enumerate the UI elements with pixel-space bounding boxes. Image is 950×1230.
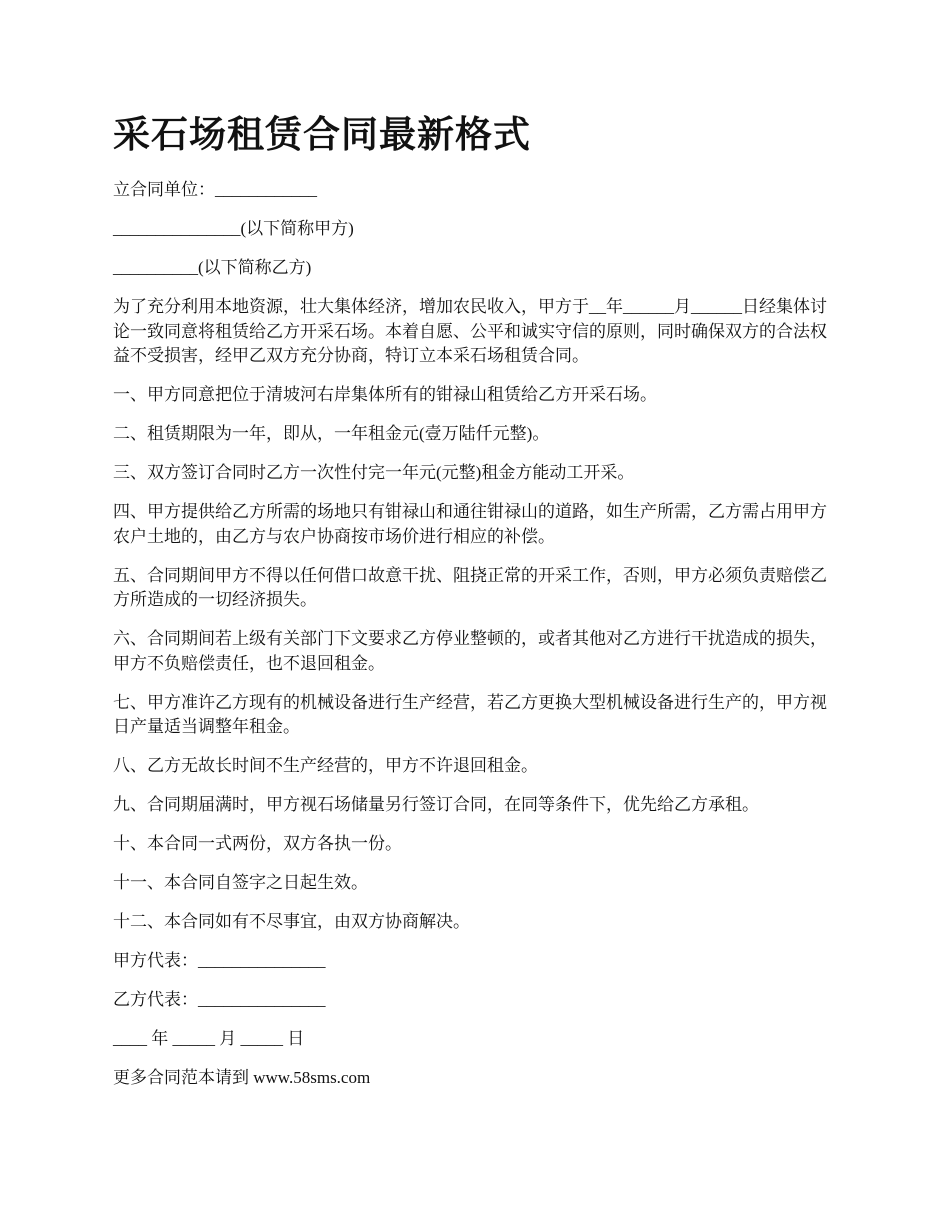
clause-12: 十二、本合同如有不尽事宜，由双方协商解决。	[113, 912, 470, 931]
clause-8: 八、乙方无故长时间不生产经营的，甲方不许退回租金。	[113, 756, 538, 775]
party-a-line: _______________(以下简称甲方)	[113, 219, 354, 238]
document-body	[113, 178, 843, 1105]
clause-4: 四、甲方提供给乙方所需的场地只有钳禄山和通往钳禄山的道路，如生产所需，乙方需占用甲方农户土地的，由乙方与农户协商按市场价进行相应的补偿。	[113, 502, 827, 546]
signing-date: ____ 年 _____ 月 _____ 日	[113, 1029, 305, 1048]
clause-10: 十、本合同一式两份，双方各执一份。	[113, 834, 402, 853]
document-title: 采石场租赁合同最新格式	[113, 115, 531, 156]
clause-7: 七、甲方准许乙方现有的机械设备进行生产经营，若乙方更换大型机械设备进行生产的，甲方视日产量适当调整年租金。	[113, 692, 827, 736]
contract-party-label: 立合同单位：____________	[113, 180, 317, 199]
clause-2: 二、租赁期限为一年，即从，一年租金元(壹万陆仟元整)。	[113, 424, 550, 443]
clause-1: 一、甲方同意把位于清坡河右岸集体所有的钳禄山租赁给乙方开采石场。	[113, 385, 657, 404]
clause-3: 三、双方签订合同时乙方一次性付完一年元(元整)租金方能动工开采。	[113, 463, 635, 482]
clause-6: 六、合同期间若上级有关部门下文要求乙方停业整顿的，或者其他对乙方进行干扰造成的损失，甲方不负赔偿责任，也不退回租金。	[113, 629, 827, 673]
preamble-paragraph: 为了充分利用本地资源，壮大集体经济，增加农民收入，甲方于__年______月______日经集体讨论一致同意将租赁给乙方开采石场。本着自愿、公平和诚实守信的原则，同时确保双方的合法权益不受损害，经甲乙双方充分协商，特订立本采石场租赁合同。	[113, 297, 827, 365]
clause-9: 九、合同期届满时，甲方视石场储量另行签订合同，在同等条件下，优先给乙方承租。	[113, 795, 759, 814]
party-b-representative: 乙方代表：_______________	[113, 990, 326, 1009]
clause-11: 十一、本合同自签字之日起生效。	[113, 873, 368, 892]
party-a-representative: 甲方代表：_______________	[113, 951, 326, 970]
footer-more-templates: 更多合同范本请到 www.58sms.com	[113, 1068, 371, 1087]
party-b-line: __________(以下简称乙方)	[113, 258, 312, 277]
clause-5: 五、合同期间甲方不得以任何借口故意干扰、阻挠正常的开采工作，否则，甲方必须负责赔偿乙方所造成的一切经济损失。	[113, 565, 827, 609]
